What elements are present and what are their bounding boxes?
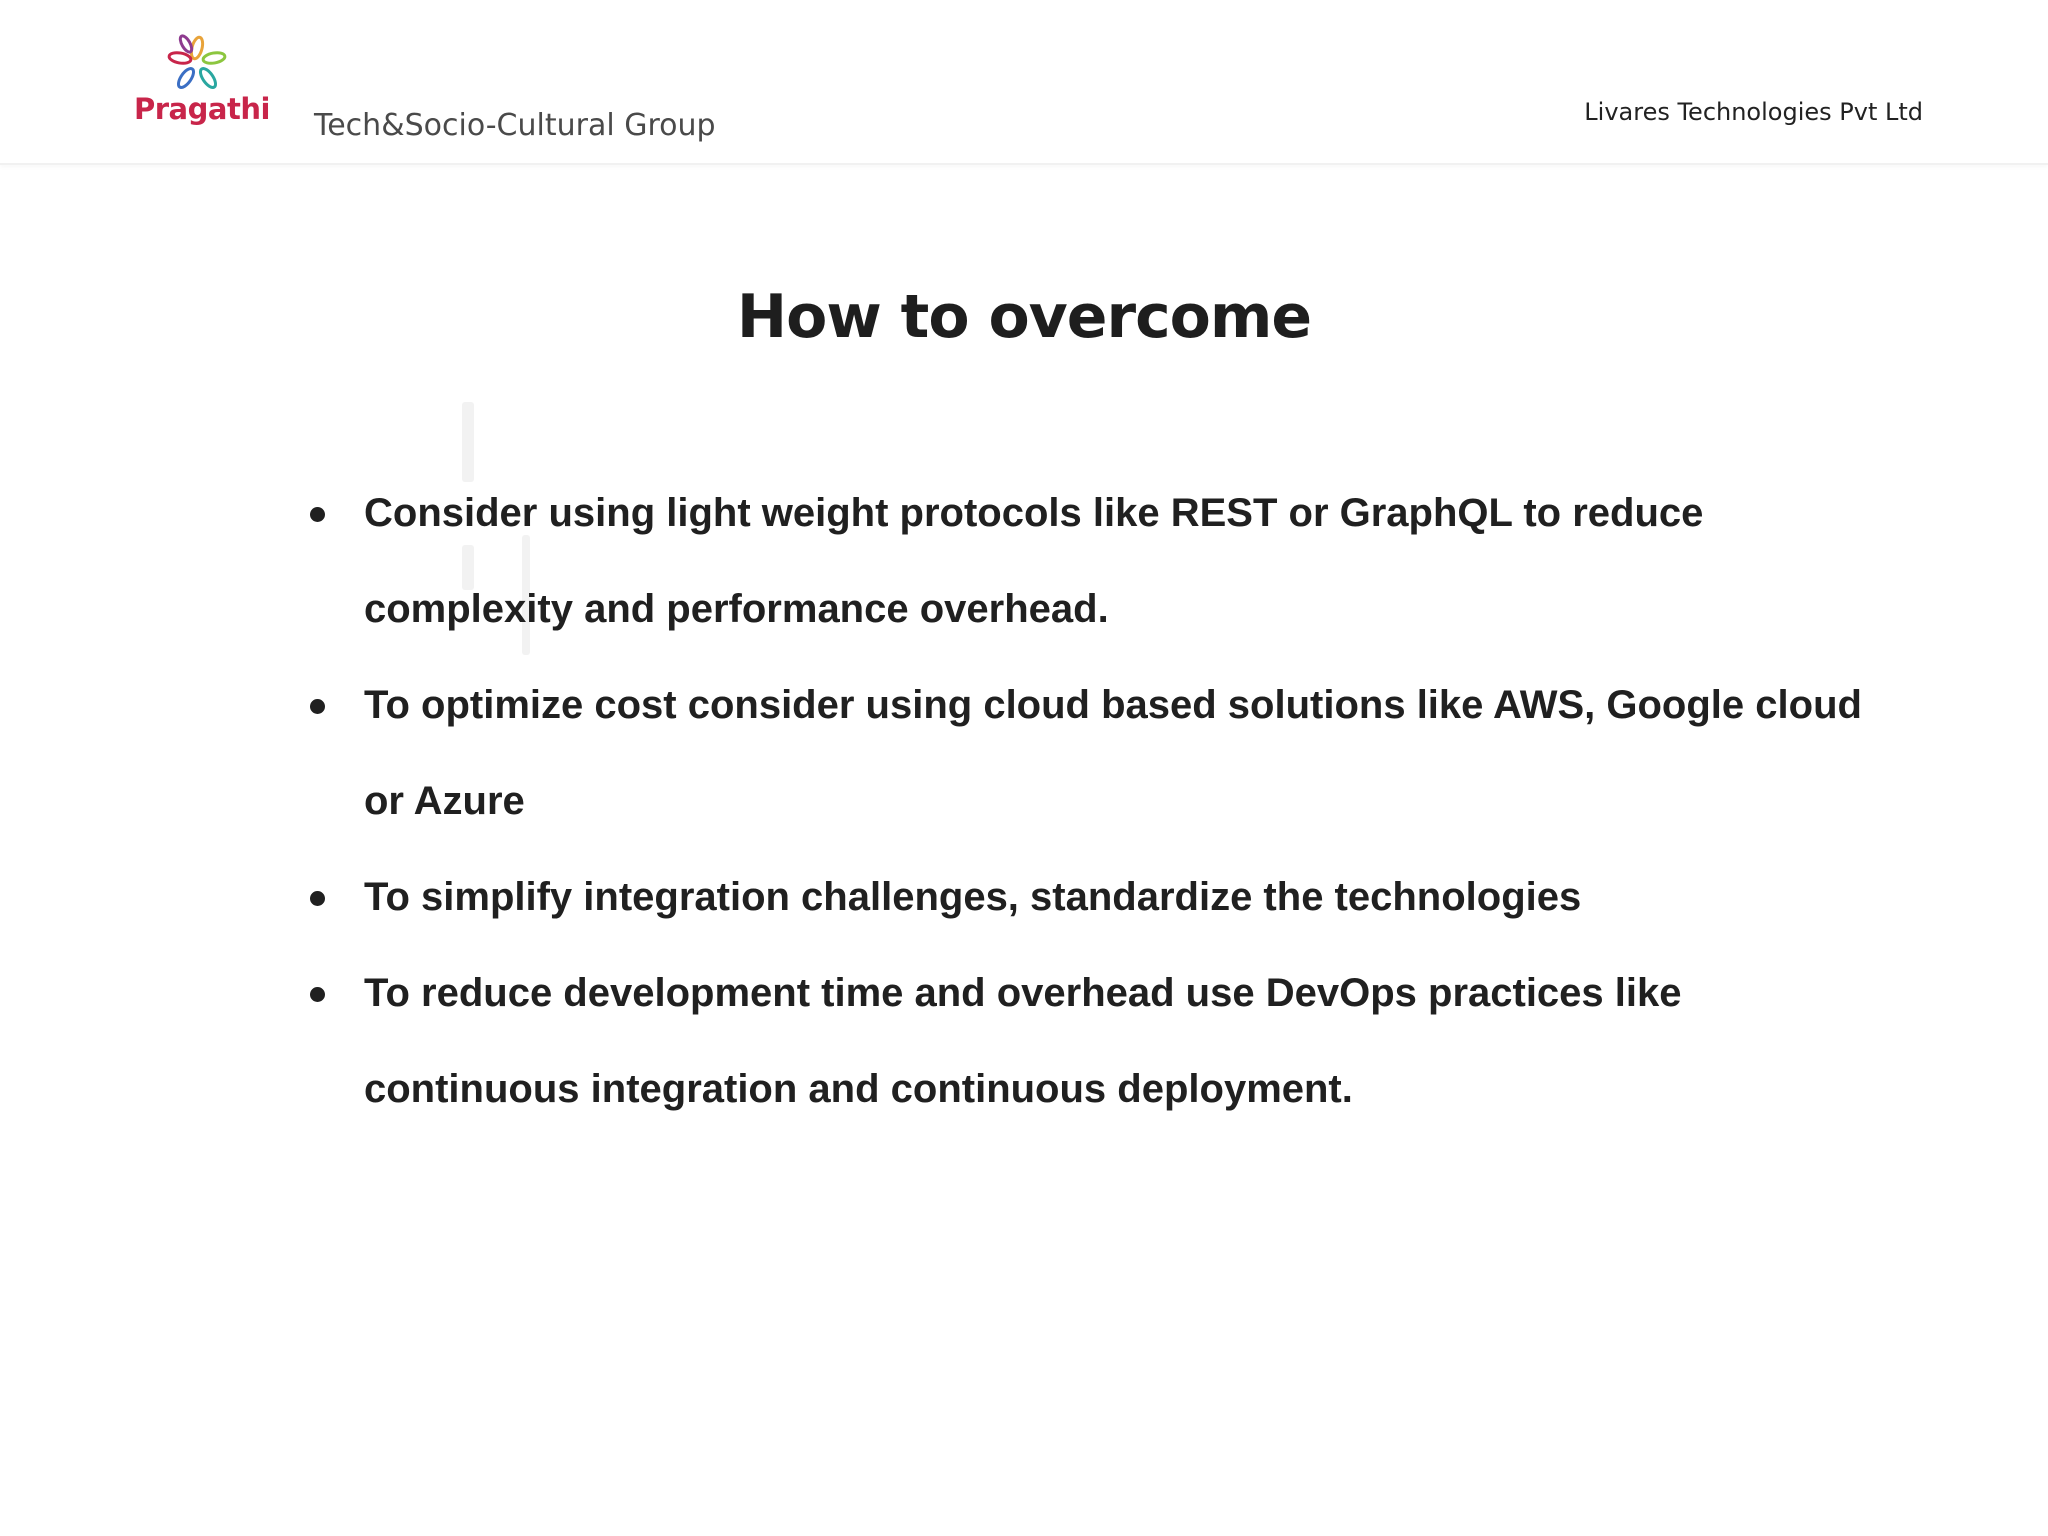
logo-wordmark: Pragathi: [134, 92, 270, 126]
bullet-dot-icon: [310, 891, 325, 906]
bullet-text: To optimize cost consider using cloud based solutions like AWS, Google cloud or Azure: [364, 683, 1862, 823]
bullet-item: [304, 657, 1904, 849]
bullet-dot-icon: [310, 987, 325, 1002]
bullet-dot-icon: [310, 699, 325, 714]
bullet-list: [304, 465, 1904, 1137]
slide-title: How to overcome: [736, 282, 1312, 352]
bullet-text: Consider using light weight protocols like REST or GraphQL to reduce complexity and performance overhead.: [364, 491, 1704, 631]
bullet-item: [304, 945, 1904, 1137]
bullet-item: [304, 849, 1904, 945]
group-name: Tech&Socio-Cultural Group: [314, 108, 716, 143]
bullet-dot-icon: [310, 507, 325, 522]
slide-header: [0, 0, 2048, 165]
flower-logo-icon: [162, 34, 232, 96]
bullet-text: To simplify integration challenges, standardize the technologies: [364, 875, 1582, 919]
bullet-item: [304, 465, 1904, 657]
bullet-text: To reduce development time and overhead use DevOps practices like continuous integration and continuous deployment.: [364, 971, 1682, 1111]
pragathi-logo: [134, 34, 270, 130]
company-name: Livares Technologies Pvt Ltd: [1584, 98, 1923, 126]
